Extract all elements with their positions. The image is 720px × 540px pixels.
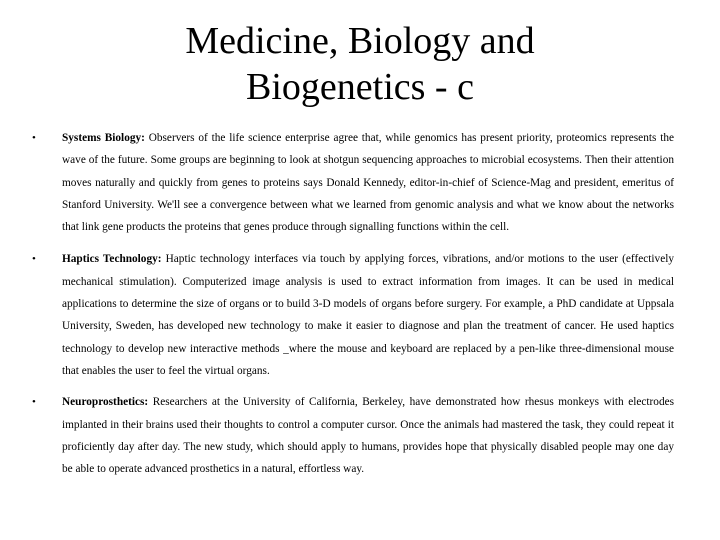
bullet-list [32, 127, 674, 490]
slide-title-line-1: Medicine, Biology and [185, 20, 535, 62]
bullet-systems-biology [32, 127, 674, 238]
bullet-neuroprosthetics [32, 391, 674, 480]
bullet-term: Systems Biology: [62, 132, 149, 144]
slide-title-line-2: Biogenetics - c [246, 66, 474, 108]
slide-title [60, 18, 660, 110]
bullet-text: Haptic technology interfaces via touch by applying forces, vibrations, and/or motions to the user (effectively mechanical stimulation). Computerized image analysis is used to extract information from images. It can be used in medical applications to determine the size of organs or to build 3-D models of organs before surgery. For example, a PhD candidate at Uppsala University, Sweden, has developed new technology to make it easier to diagnose and plan the treatment of cancer. He used haptics technology to develop new interactive methods _where the mouse and keyboard are replaced by a pen-like three-dimensional mouse that enables the user to feel the virtual organs. [62, 253, 674, 377]
bullet-term: Neuroprosthetics: [62, 396, 153, 409]
bullet-term: Haptics Technology: [62, 253, 166, 266]
bullet-dot-icon: • [32, 132, 36, 144]
bullet-haptics-technology [32, 248, 674, 382]
bullet-dot-icon: • [32, 396, 36, 409]
bullet-dot-icon: • [32, 253, 36, 266]
bullet-text: Researchers at the University of California, Berkeley, have demonstrated how rhesus monkeys with electrodes implanted in their brains used their thoughts to control a computer cursor. Once the animals had mastered the task, they could repeat it proficiently day after day. The new study, which should apply to humans, provides hope that physically disabled people may one day be able to operate advanced prosthetics in a natural, effortless way. [62, 396, 675, 476]
bullet-text: Observers of the life science enterprise agree that, while genomics has present priority, proteomics represents the wave of the future. Some groups are beginning to look at shotgun sequencing approaches to microbial ecosystems. Then their attention moves naturally and quickly from genes to proteins says Donald Kennedy, editor-in-chief of Science-Mag and president, emeritus of Stanford University. We'll see a convergence between what we learned from genomic analysis and what we know about the networks that link gene products the proteins that genes produce through signalling functions within the cell. [62, 132, 674, 234]
